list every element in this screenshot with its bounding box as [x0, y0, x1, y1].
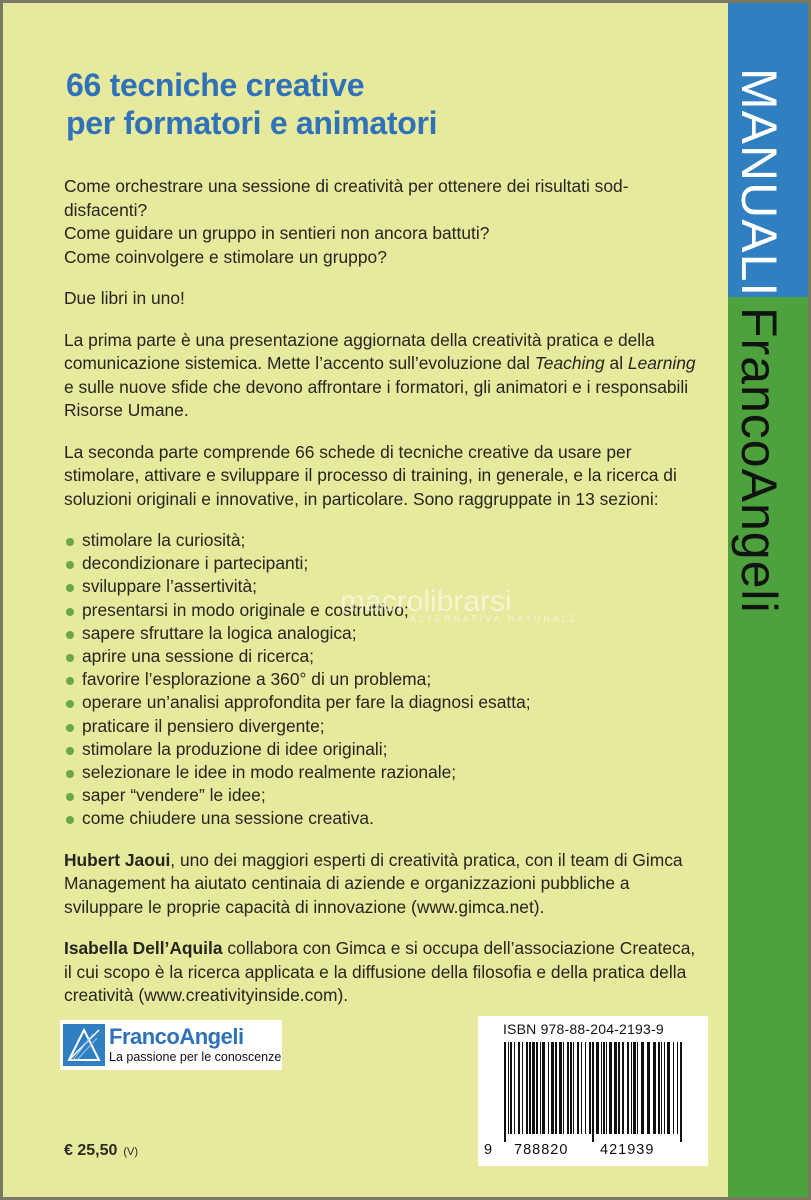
barcode-bar: [540, 1042, 541, 1134]
list-item: stimolare la curiosità;: [64, 529, 704, 552]
barcode-bar: [637, 1042, 638, 1134]
barcode-bar: [567, 1042, 569, 1134]
barcode-bar: [548, 1042, 549, 1134]
barcode-bar: [658, 1042, 660, 1134]
barcode-bar: [510, 1042, 512, 1134]
part-two-paragraph: La seconda parte comprende 66 schede di tecniche creative da usare per stimolare, attivare e sviluppare il processo di training, in generale, e la ricerca di soluzioni originali e innovative, in particolare. Sono raggruppate in 13 sezioni:: [64, 441, 677, 509]
barcode-bar: [589, 1042, 591, 1134]
intro-questions: [64, 175, 704, 269]
author-1-name: Hubert Jaoui: [64, 849, 171, 870]
price-value: € 25,50: [64, 1142, 118, 1159]
barcode-bar: [641, 1042, 644, 1134]
logo-tagline: La passione per le conoscenze: [109, 1050, 282, 1065]
price: [64, 1142, 138, 1160]
barcode-bar: [570, 1042, 572, 1134]
list-item: selezionare le idee in modo realmente razionale;: [64, 761, 704, 784]
watermark-subtitle: ALTERNATIVA NATURALE: [410, 614, 579, 624]
part-one-text-c: e sulle nuove sfide che devono affrontare i formatori, gli animatori e i responsabili Risorse Umane.: [64, 376, 689, 420]
logo-mark-icon: [63, 1024, 105, 1066]
question-3: Come coinvolgere e stimolare un gruppo?: [64, 246, 387, 267]
author-1-bio: [64, 849, 704, 920]
barcode-digit-prefix: 9: [484, 1142, 494, 1158]
book-title: [66, 66, 437, 143]
list-item: sviluppare l’assertività;: [64, 575, 704, 598]
barcode-bar: [667, 1042, 670, 1134]
isbn-label: ISBN 978-88-204-2193-9: [503, 1021, 664, 1037]
list-item: operare un’analisi approfondita per fare la diagnosi esatta;: [64, 691, 704, 714]
barcode-bar: [673, 1042, 674, 1134]
barcode-bar: [542, 1042, 545, 1134]
barcode-bar: [514, 1042, 515, 1134]
barcode-bar: [603, 1042, 605, 1134]
barcode-bar: [596, 1042, 599, 1134]
author-2-name: Isabella Dell’Aquila: [64, 938, 223, 959]
part-one-text-a: La prima parte è una presentazione aggiornata della creatività pratica e della comunicazione sistemica. Mette l’accento sull’evoluzione dal: [64, 329, 655, 373]
watermark: macrolibrarsi: [340, 585, 512, 618]
barcode-bar: [563, 1042, 564, 1134]
barcode-bar: [532, 1042, 535, 1134]
list-item: stimolare la produzione di idee originali;: [64, 738, 704, 761]
barcode-bar: [559, 1042, 562, 1134]
price-note: (V): [123, 1146, 139, 1158]
title-line-2: per formatori e animatori: [66, 105, 438, 142]
barcode-bar: [653, 1042, 656, 1134]
series-name: MANUALI: [731, 68, 787, 298]
list-item: decondizionare i partecipanti;: [64, 552, 704, 575]
barcode-bar: [577, 1042, 579, 1134]
author-1-text: , uno dei maggiori esperti di creatività pratica, con il team di Gimca Management ha aiutato centinaia di aziende e organizzazioni pubbliche a sviluppare le proprie capacità di innovazione (www.gimca.net).: [64, 849, 683, 917]
author-2-bio: [64, 937, 704, 1008]
barcode-bar: [585, 1042, 586, 1134]
barcode-digits-right: 421939: [600, 1142, 655, 1158]
part-one-paragraph: [64, 329, 704, 423]
barcode-icon: [500, 1042, 686, 1142]
spine-text: [731, 68, 787, 614]
author-2-text: collabora con Gimca e si occupa dell’associazione Createca, il cui scopo è la ricerca applicata e la diffusione della filosofia e della pratica della creatività (www.creativityinside.com).: [64, 938, 696, 1006]
question-2: Come guidare un gruppo in sentieri non ancora battuti?: [64, 223, 490, 243]
list-item: come chiudere una sessione creativa.: [64, 807, 704, 830]
list-item: favorire l’esplorazione a 360° di un problema;: [64, 668, 704, 691]
title-line-1: 66 tecniche creative: [66, 67, 365, 103]
barcode-bar: [581, 1042, 582, 1134]
barcode-bar: [664, 1042, 665, 1134]
barcode-bar: [661, 1042, 662, 1134]
blurb: [64, 175, 704, 1026]
barcode-bar: [522, 1042, 523, 1134]
barcode-bar: [536, 1042, 538, 1134]
publisher-logo: [60, 1020, 282, 1070]
spine-publisher: FrancoAngeli: [731, 307, 787, 614]
barcode-bar: [614, 1042, 617, 1134]
list-item: praticare il pensiero divergente;: [64, 715, 704, 738]
learning-term: Learning: [627, 353, 696, 373]
barcode-bar: [680, 1042, 682, 1142]
barcode-bar: [529, 1042, 531, 1134]
barcode-bar: [647, 1042, 650, 1134]
logo-name: FrancoAngeli: [109, 1024, 244, 1050]
barcode-bar: [504, 1042, 506, 1142]
barcode-bar: [631, 1042, 632, 1134]
barcode-bar: [622, 1042, 624, 1134]
barcode-bar: [609, 1042, 612, 1134]
question-1b: disfacenti?: [64, 199, 148, 220]
list-item: saper “vendere” le idee;: [64, 784, 704, 807]
barcode-bar: [518, 1042, 520, 1134]
barcode-bar: [618, 1042, 620, 1134]
spine: [728, 0, 811, 1200]
barcode-bar: [551, 1042, 554, 1134]
logo-text: [109, 1026, 281, 1064]
sections-list: [64, 529, 704, 831]
barcode-bar: [606, 1042, 607, 1134]
barcode-panel: [478, 1016, 708, 1166]
list-item: aprire una sessione di ricerca;: [64, 645, 704, 668]
list-item: sapere sfruttare la logica analogica;: [64, 622, 704, 645]
barcode-bar: [592, 1042, 594, 1142]
barcode-bar: [627, 1042, 629, 1134]
question-1a: Come orchestrare una sessione di creatività per ottenere dei risultati sod-: [64, 176, 629, 196]
list-item: presentarsi in modo originale e costruttivo;: [64, 599, 704, 622]
barcode-bar: [508, 1042, 509, 1134]
part-one-text-b: al: [604, 353, 628, 373]
barcode-bar: [555, 1042, 557, 1134]
barcode-bar: [526, 1042, 528, 1134]
barcode-bar: [573, 1042, 574, 1134]
teaching-term: Teaching: [534, 353, 605, 373]
barcode-bar: [633, 1042, 636, 1134]
barcode-bar: [677, 1042, 678, 1134]
barcode-digits-left: 788820: [514, 1142, 569, 1158]
barcode-bar: [601, 1042, 602, 1134]
two-books-line: Due libri in uno!: [64, 288, 185, 308]
